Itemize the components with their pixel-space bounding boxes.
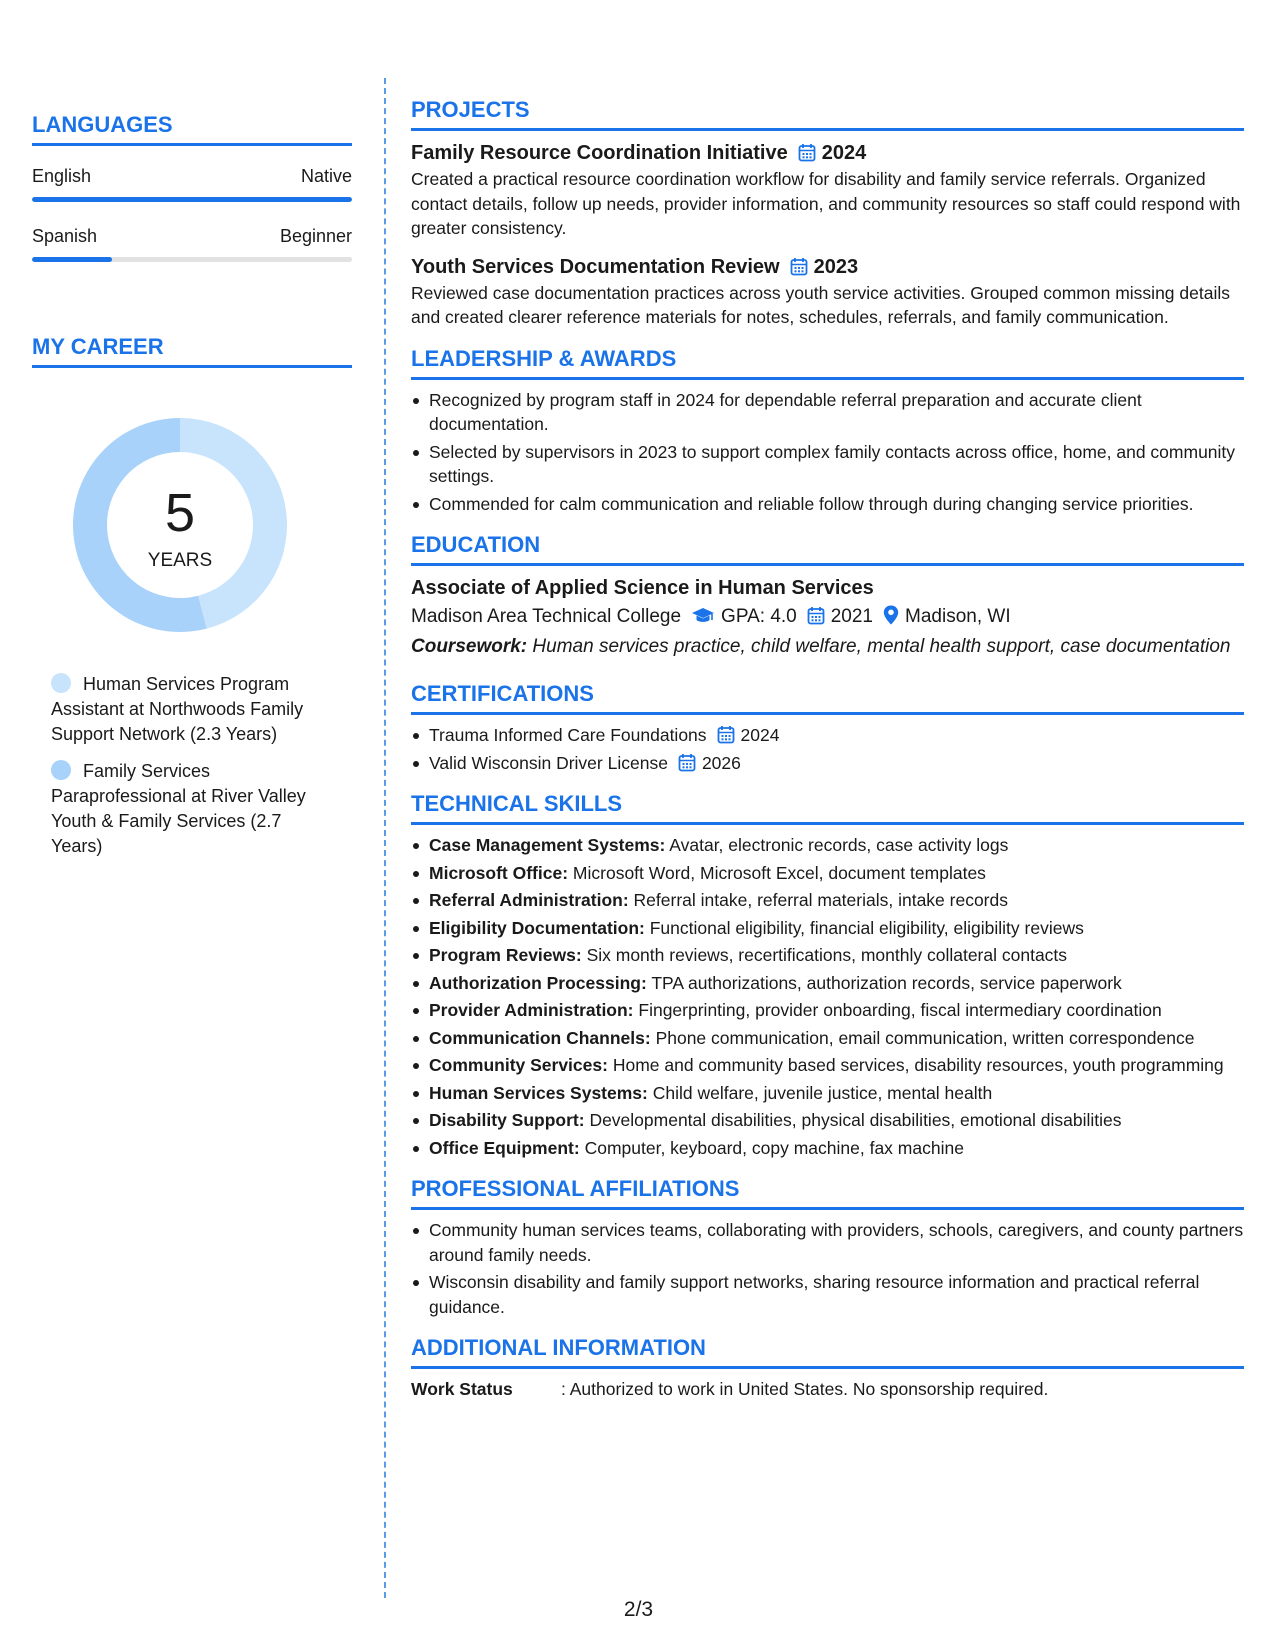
language-level: Native	[300, 166, 352, 186]
skill-value: Phone communication, email communication, written correspondence	[655, 1027, 1195, 1048]
skill-item	[411, 998, 1244, 1023]
leadership-item: Selected by supervisors in 2023 to support complex family contacts across office, home, and community settings.	[411, 440, 1244, 489]
certification-date: 2024	[740, 725, 780, 745]
skill-value: Fingerprinting, provider onboarding, fiscal intermediary coordination	[638, 1000, 1162, 1020]
legend-dot	[51, 760, 71, 780]
affiliations-section	[411, 1176, 1244, 1319]
project-title	[411, 253, 1244, 281]
calendar-icon	[798, 143, 816, 162]
skill-item	[411, 943, 1244, 968]
certification-name: Valid Wisconsin Driver License	[429, 752, 668, 773]
calendar-icon	[678, 753, 696, 772]
legend-label: Family Services Paraprofessional at River Valley Youth & Family Services (2.7 Years)	[51, 761, 306, 856]
project-description: Created a practical resource coordination workflow for disability and family service referrals. Organized contact details, follow up needs, provider information, and community resources so staff could respond with greater consistency.	[411, 169, 1241, 238]
language-item	[32, 166, 352, 202]
skill-value: Child welfare, juvenile justice, mental health	[652, 1082, 993, 1103]
career-total-years: 5	[164, 483, 196, 543]
leadership-section	[411, 346, 1244, 517]
affiliation-item: Community human services teams, collaborating with providers, schools, caregivers, and county partners around family needs.	[411, 1218, 1244, 1267]
skills-list	[411, 833, 1244, 1160]
work-status-value: : Authorized to work in United States. No sponsorship required.	[561, 1379, 1049, 1399]
language-proficiency-bar	[32, 257, 352, 262]
page-number-text: 2/3	[623, 1598, 654, 1621]
school-name: Madison Area Technical College	[411, 606, 682, 627]
skill-label: Case Management Systems:	[429, 835, 666, 855]
affiliations-list	[411, 1218, 1244, 1319]
skill-label: Microsoft Office:	[429, 862, 569, 883]
language-proficiency-fill	[32, 257, 112, 262]
skill-item	[411, 1108, 1244, 1133]
legend-item	[51, 672, 322, 747]
right-column	[411, 97, 1244, 1417]
coursework-label: Coursework:	[411, 636, 528, 657]
skill-value: Avatar, electronic records, case activity logs	[669, 835, 1009, 855]
page-number	[0, 1598, 1275, 1622]
skill-label: Referral Administration:	[429, 890, 629, 910]
skill-label: Authorization Processing:	[429, 972, 647, 993]
skill-label: Program Reviews:	[429, 945, 582, 965]
skill-label: Communication Channels:	[429, 1027, 651, 1048]
language-proficiency-bar	[32, 197, 352, 202]
skills-heading: TECHNICAL SKILLS	[411, 791, 1244, 825]
certifications-section	[411, 681, 1244, 775]
education-heading: EDUCATION	[411, 532, 1244, 566]
project-name: Youth Services Documentation Review	[411, 255, 780, 278]
skill-label: Provider Administration:	[429, 1000, 634, 1020]
certification-name: Trauma Informed Care Foundations	[429, 725, 707, 745]
skill-value: Computer, keyboard, copy machine, fax machine	[584, 1137, 964, 1158]
skills-section	[411, 791, 1244, 1160]
legend-item	[51, 759, 322, 859]
skill-item	[411, 1136, 1244, 1161]
skill-label: Community Services:	[429, 1055, 608, 1075]
skill-item	[411, 1026, 1244, 1051]
skill-value: Microsoft Word, Microsoft Excel, document templates	[572, 862, 986, 883]
leadership-item: Commended for calm communication and reliable follow through during changing service priorities.	[411, 492, 1244, 517]
certifications-heading: CERTIFICATIONS	[411, 681, 1244, 715]
skill-label: Human Services Systems:	[429, 1082, 648, 1103]
work-status-label: Work Status	[411, 1379, 513, 1399]
skill-item	[411, 833, 1244, 858]
affiliations-heading: PROFESSIONAL AFFILIATIONS	[411, 1176, 1244, 1210]
work-status-row	[411, 1377, 1244, 1401]
left-column	[32, 112, 352, 871]
graduation-year: 2021	[830, 606, 874, 627]
skill-value: TPA authorizations, authorization records, service paperwork	[651, 972, 1122, 993]
career-legend	[32, 672, 322, 859]
affiliation-item: Wisconsin disability and family support networks, sharing resource information and practical referral guidance.	[411, 1270, 1244, 1319]
project-name: Family Resource Coordination Initiative	[411, 142, 788, 164]
skill-label: Office Equipment:	[429, 1137, 580, 1158]
location-pin-icon	[883, 605, 899, 625]
language-name: Spanish	[32, 226, 98, 246]
skill-label: Eligibility Documentation:	[429, 917, 645, 938]
legend-dot	[51, 673, 71, 693]
career-donut-chart	[65, 410, 295, 640]
calendar-icon	[807, 606, 825, 625]
project-date: 2023	[813, 255, 859, 278]
skill-item	[411, 971, 1244, 996]
school-location: Madison, WI	[905, 606, 1011, 627]
projects-section	[411, 97, 1244, 330]
skill-value: Home and community based services, disability resources, youth programming	[612, 1055, 1224, 1075]
additional-section	[411, 1335, 1244, 1401]
leadership-heading: LEADERSHIP & AWARDS	[411, 346, 1244, 380]
education-section	[411, 532, 1244, 659]
skill-value: Referral intake, referral materials, intake records	[633, 890, 1008, 910]
project-title	[411, 139, 1244, 167]
skill-label: Disability Support:	[429, 1110, 585, 1130]
leadership-list	[411, 388, 1244, 517]
projects-heading: PROJECTS	[411, 97, 1244, 131]
graduation-cap-icon	[691, 607, 715, 625]
skill-item	[411, 888, 1244, 913]
language-proficiency-fill	[32, 197, 352, 202]
skill-value: Developmental disabilities, physical disabilities, emotional disabilities	[589, 1110, 1122, 1130]
certification-date: 2026	[701, 752, 741, 773]
column-divider	[384, 78, 386, 1598]
skill-item	[411, 1053, 1244, 1078]
certification-item	[411, 723, 1244, 748]
career-total-unit: YEARS	[147, 550, 213, 571]
coursework-text: Human services practice, child welfare, mental health support, case documentation	[532, 636, 1231, 657]
skill-item	[411, 1081, 1244, 1106]
project-date: 2024	[821, 142, 867, 164]
gpa: GPA: 4.0	[721, 606, 797, 627]
skill-item	[411, 916, 1244, 941]
language-item	[32, 226, 352, 262]
project-description: Reviewed case documentation practices across youth service activities. Grouped common missing details and created clearer reference materials for notes, schedules, referrals, and family communication.	[411, 282, 1230, 327]
additional-heading: ADDITIONAL INFORMATION	[411, 1335, 1244, 1369]
legend-label: Human Services Program Assistant at Northwoods Family Support Network (2.3 Years)	[51, 674, 304, 744]
calendar-icon	[790, 257, 808, 276]
language-name: English	[32, 166, 92, 186]
certifications-list	[411, 723, 1244, 775]
skill-value: Functional eligibility, financial eligibility, eligibility reviews	[649, 917, 1084, 938]
coursework	[411, 634, 1244, 659]
career-heading: MY CAREER	[32, 334, 352, 368]
skill-item	[411, 861, 1244, 886]
language-level: Beginner	[279, 226, 352, 246]
education-details	[411, 602, 1244, 632]
skill-value: Six month reviews, recertifications, monthly collateral contacts	[586, 945, 1068, 965]
leadership-item: Recognized by program staff in 2024 for dependable referral preparation and accurate client documentation.	[411, 388, 1244, 437]
degree-title: Associate of Applied Science in Human Services	[411, 577, 874, 599]
languages-heading: LANGUAGES	[32, 112, 352, 146]
calendar-icon	[717, 725, 735, 744]
certification-item	[411, 751, 1244, 776]
